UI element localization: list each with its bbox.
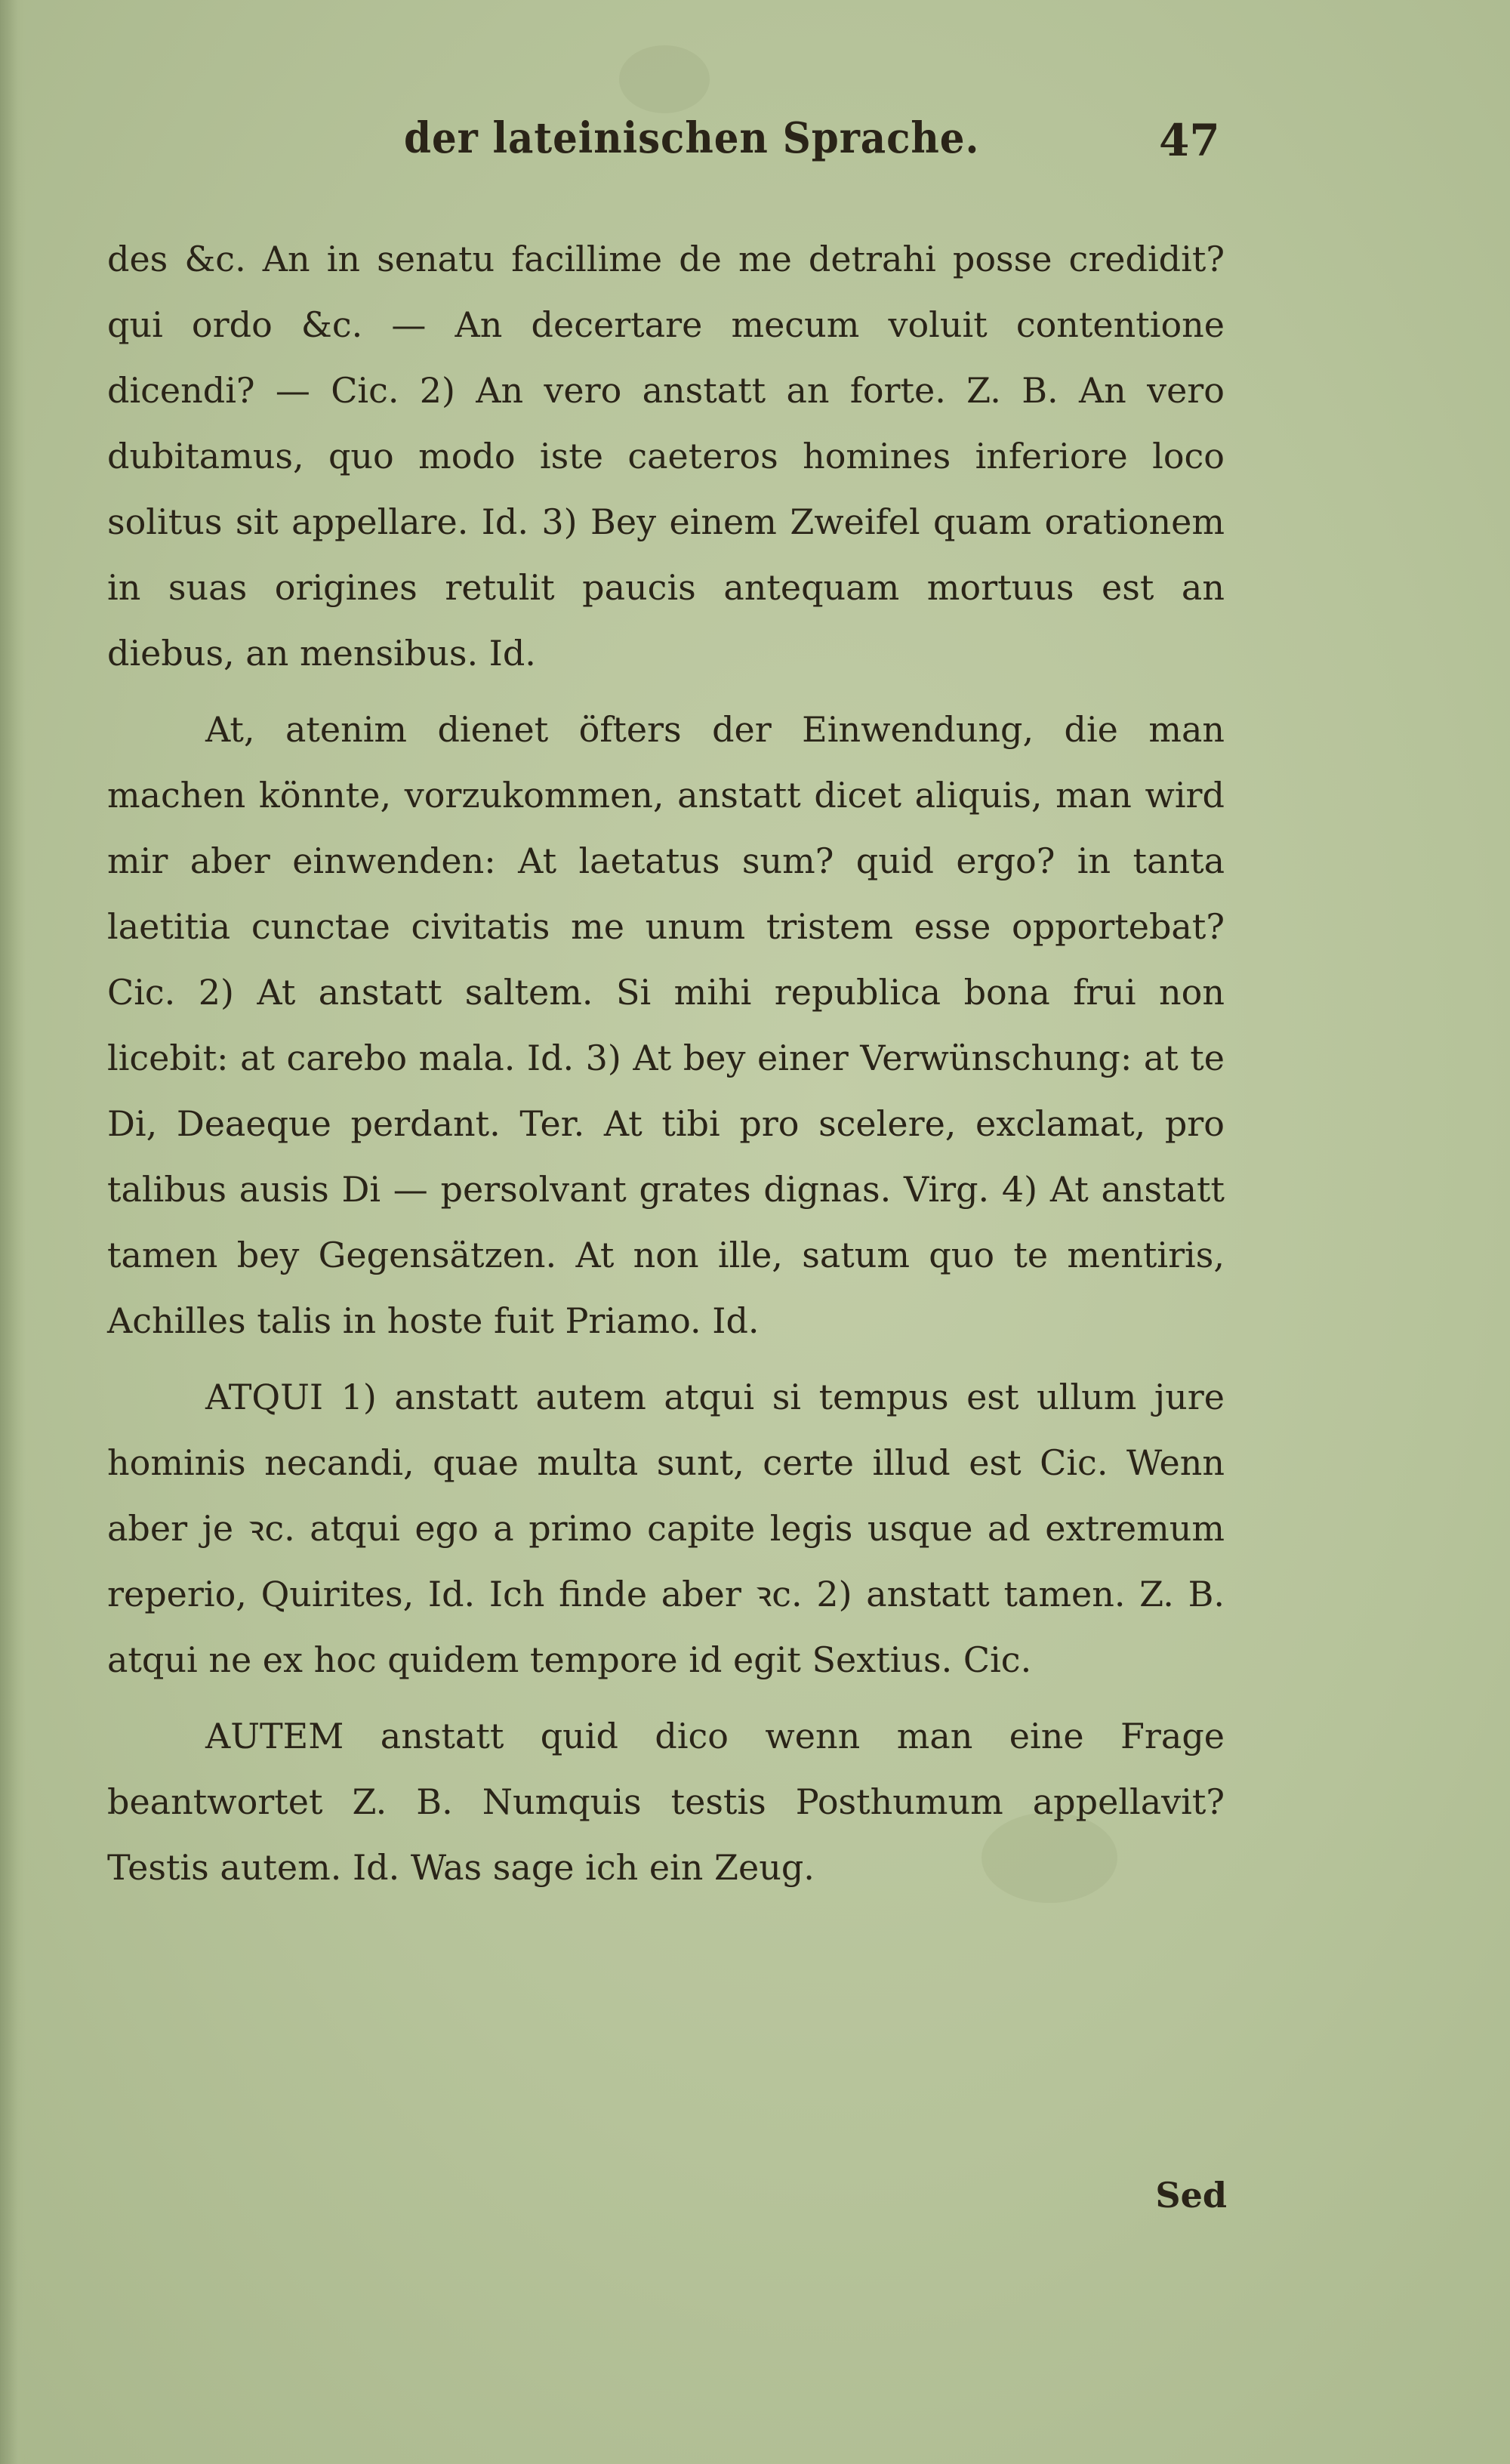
body-text	[107, 227, 1225, 1901]
paragraph-atqui: ATQUI 1) anstatt autem atqui si tempus est ullum jure hominis necandi, quae multa sunt, certe illud est Cic. Wenn aber je ꝛc. atqui ego a primo capite legis usque ad extremum reperio, Quirites, Id. Ich finde aber ꝛc. 2) anstatt tamen. Z. B. atqui ne ex hoc quidem tempore id egit Sextius. Cic.	[107, 1377, 1225, 1680]
page-number: 47	[1159, 115, 1220, 166]
page-edge-shadow	[0, 0, 26, 2464]
paper-stain	[619, 45, 710, 113]
paragraph-an: des &c. An in senatu facillime de me detrahi posse credidit? qui ordo &c. — An decertare mecum voluit contentione dicendi? — Cic. 2) An vero anstatt an forte. Z. B. An vero dubitamus, quo modo iste caeteros homines inferiore loco solitus sit appellare. Id. 3) Bey einem Zweifel quam orationem in suas origines retulit paucis antequam mortuus est an diebus, an mensibus. Id.	[107, 239, 1225, 674]
paragraph-autem: AUTEM anstatt quid dico wenn man eine Frage beantwortet Z. B. Numquis testis Posthumum appellavit? Testis autem. Id. Was sage ich ein Zeug.	[107, 1716, 1225, 1888]
page-header	[0, 113, 1510, 166]
running-head: der lateinischen Sprache.	[404, 113, 980, 163]
paragraph-at: At, atenim dienet öfters der Einwendung, die man machen könnte, vorzukommen, anstatt dicet aliquis, man wird mir aber einwenden: At laetatus sum? quid ergo? in tanta laetitia cunctae civitatis me unum tristem esse opportebat? Cic. 2) At anstatt saltem. Si mihi republica bona frui non licebit: at carebo mala. Id. 3) At bey einer Verwünschung: at te Di, Deaeque perdant. Ter. At tibi pro scelere, exclamat, pro talibus ausis Di — persolvant grates dignas. Virg. 4) At anstatt tamen bey Gegensätzen. At non ille, satum quo te mentiris, Achilles talis in hoste fuit Priamo. Id.	[107, 709, 1225, 1341]
catchword: Sed	[1155, 2175, 1227, 2216]
